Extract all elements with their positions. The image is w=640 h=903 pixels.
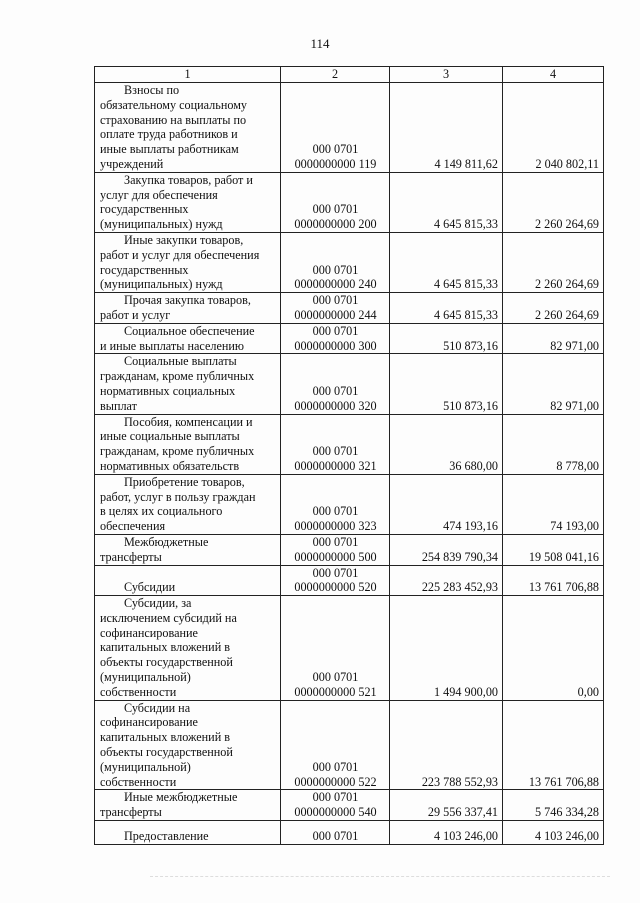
row-value-2: 8 778,00 xyxy=(503,414,604,474)
header-row xyxy=(95,67,604,83)
row-name: Социальное обеспечение и иные выплаты населению xyxy=(95,323,281,354)
header-cell: 3 xyxy=(390,67,503,83)
row-value-1: 36 680,00 xyxy=(390,414,503,474)
row-value-1: 225 283 452,93 xyxy=(390,565,503,596)
table-row xyxy=(95,565,604,596)
row-name: Субсидии на софинансирование капитальных вложений в объекты государственной (муниципальной) собственности xyxy=(95,700,281,790)
row-value-2: 13 761 706,88 xyxy=(503,700,604,790)
row-value-2: 19 508 041,16 xyxy=(503,534,604,565)
row-code: 000 0701 0000000000 520 xyxy=(281,565,390,596)
row-name: Взносы по обязательному социальному страхованию на выплаты по оплате труда работников и иные выплаты работникам учреждений xyxy=(95,83,281,173)
row-code: 000 0701 0000000000 540 xyxy=(281,790,390,821)
row-name: Иные закупки товаров, работ и услуг для обеспечения государственных (муниципальных) нужд xyxy=(95,232,281,292)
row-name: Приобретение товаров, работ, услуг в пользу граждан в целях их социального обеспечения xyxy=(95,474,281,534)
row-code: 000 0701 0000000000 244 xyxy=(281,293,390,324)
row-value-2: 82 971,00 xyxy=(503,354,604,414)
page-bottom-bleed xyxy=(150,876,610,879)
table-row xyxy=(95,83,604,173)
row-value-2: 2 260 264,69 xyxy=(503,293,604,324)
row-value-2: 0,00 xyxy=(503,596,604,701)
row-value-2: 74 193,00 xyxy=(503,474,604,534)
row-value-2: 2 260 264,69 xyxy=(503,172,604,232)
row-value-1: 4 645 815,33 xyxy=(390,232,503,292)
page-number: 114 xyxy=(310,36,330,51)
table-row xyxy=(95,293,604,324)
row-value-2: 82 971,00 xyxy=(503,323,604,354)
row-value-1: 510 873,16 xyxy=(390,323,503,354)
row-value-1: 4 103 246,00 xyxy=(390,821,503,845)
row-value-1: 4 149 811,62 xyxy=(390,83,503,173)
table-row xyxy=(95,821,604,845)
row-code: 000 0701 0000000000 522 xyxy=(281,700,390,790)
row-code: 000 0701 0000000000 500 xyxy=(281,534,390,565)
row-name: Пособия, компенсации и иные социальные выплаты гражданам, кроме публичных нормативных обязательств xyxy=(95,414,281,474)
table-row xyxy=(95,414,604,474)
header-cell: 1 xyxy=(95,67,281,83)
budget-table xyxy=(94,66,604,845)
row-name: Субсидии, за исключением субсидий на софинансирование капитальных вложений в объекты государственной (муниципальной) собственности xyxy=(95,596,281,701)
row-name: Предоставление xyxy=(95,821,281,845)
row-name: Закупка товаров, работ и услуг для обеспечения государственных (муниципальных) нужд xyxy=(95,172,281,232)
header-cell: 4 xyxy=(503,67,604,83)
row-code: 000 0701 0000000000 320 xyxy=(281,354,390,414)
row-value-1: 4 645 815,33 xyxy=(390,293,503,324)
row-code: 000 0701 0000000000 240 xyxy=(281,232,390,292)
row-value-2: 13 761 706,88 xyxy=(503,565,604,596)
row-code: 000 0701 0000000000 521 xyxy=(281,596,390,701)
row-value-2: 2 040 802,11 xyxy=(503,83,604,173)
row-name: Межбюджетные трансферты xyxy=(95,534,281,565)
row-code: 000 0701 0000000000 119 xyxy=(281,83,390,173)
table-row xyxy=(95,354,604,414)
table-row xyxy=(95,596,604,701)
row-value-1: 1 494 900,00 xyxy=(390,596,503,701)
row-value-1: 510 873,16 xyxy=(390,354,503,414)
row-value-1: 254 839 790,34 xyxy=(390,534,503,565)
table-row xyxy=(95,534,604,565)
table-row xyxy=(95,323,604,354)
table-row xyxy=(95,172,604,232)
header-cell: 2 xyxy=(281,67,390,83)
row-code: 000 0701 xyxy=(281,821,390,845)
row-name: Иные межбюджетные трансферты xyxy=(95,790,281,821)
row-value-1: 4 645 815,33 xyxy=(390,172,503,232)
row-value-1: 29 556 337,41 xyxy=(390,790,503,821)
row-code: 000 0701 0000000000 200 xyxy=(281,172,390,232)
row-code: 000 0701 0000000000 300 xyxy=(281,323,390,354)
row-name: Прочая закупка товаров, работ и услуг xyxy=(95,293,281,324)
row-name: Субсидии xyxy=(95,565,281,596)
row-code: 000 0701 0000000000 321 xyxy=(281,414,390,474)
row-code: 000 0701 0000000000 323 xyxy=(281,474,390,534)
row-value-2: 4 103 246,00 xyxy=(503,821,604,845)
row-value-1: 474 193,16 xyxy=(390,474,503,534)
row-value-2: 5 746 334,28 xyxy=(503,790,604,821)
row-name: Социальные выплаты гражданам, кроме публичных нормативных социальных выплат xyxy=(95,354,281,414)
table-row xyxy=(95,232,604,292)
row-value-1: 223 788 552,93 xyxy=(390,700,503,790)
table-row xyxy=(95,700,604,790)
table-row xyxy=(95,790,604,821)
row-value-2: 2 260 264,69 xyxy=(503,232,604,292)
table-row xyxy=(95,474,604,534)
